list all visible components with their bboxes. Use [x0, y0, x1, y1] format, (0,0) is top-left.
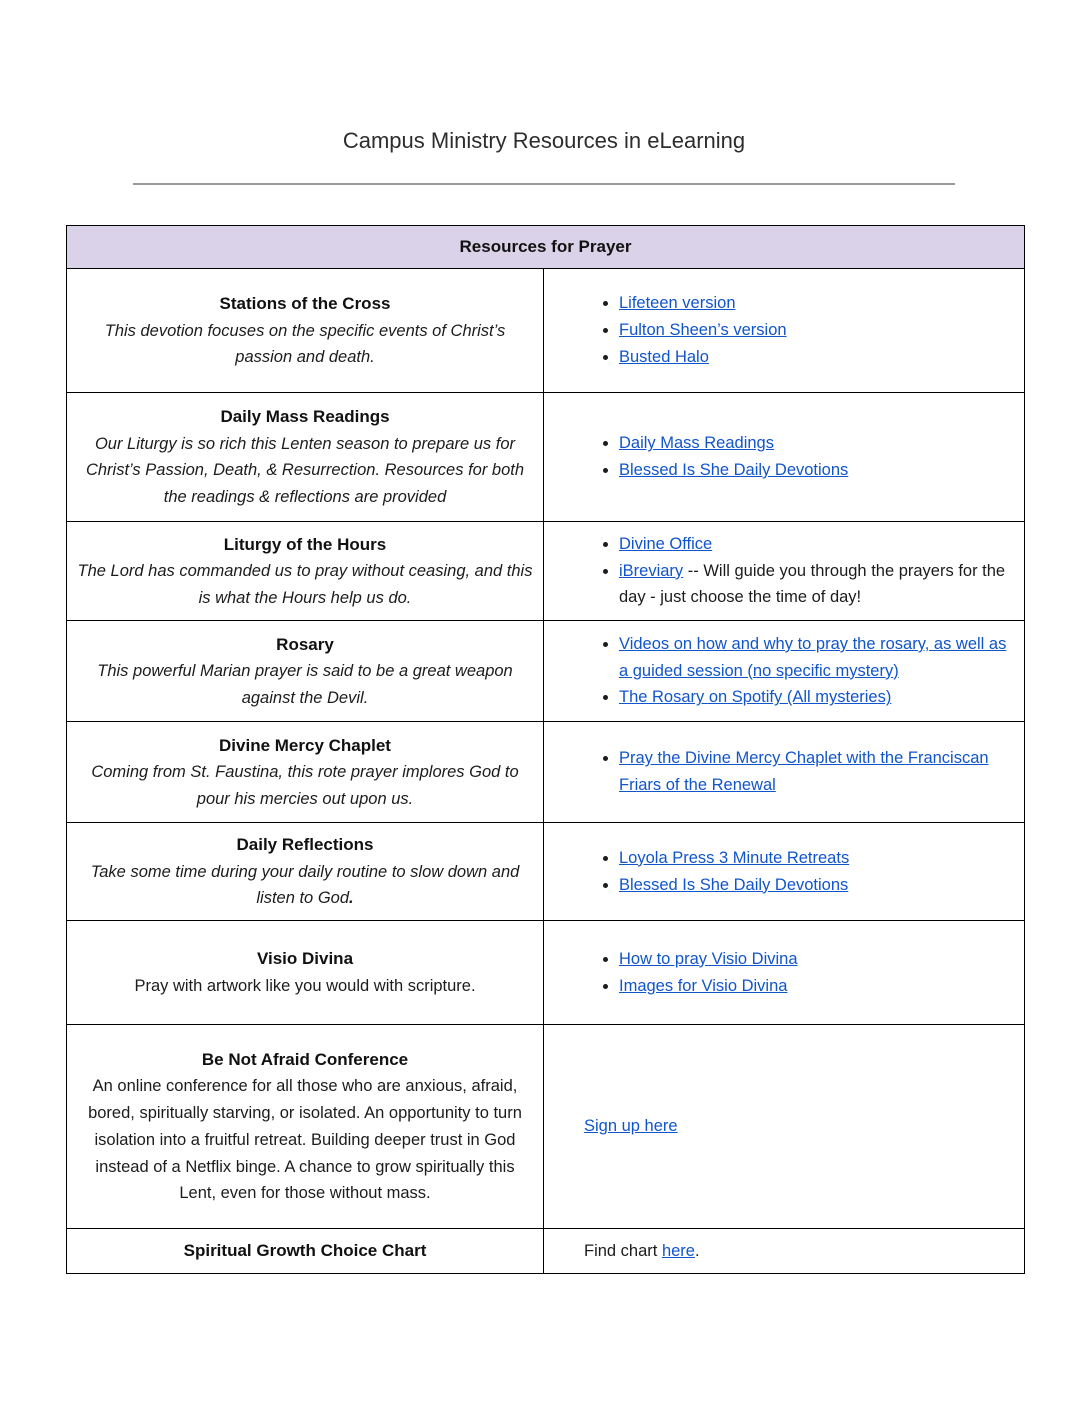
table-row [67, 1025, 1025, 1229]
table-row [67, 393, 1025, 522]
list-item [619, 872, 1014, 899]
list-item [619, 317, 1014, 344]
resource-link[interactable]: The Rosary on Spotify (All mysteries) [619, 688, 892, 707]
list-item [619, 946, 1014, 973]
row-description: Pray with artwork like you would with scripture. [134, 976, 476, 995]
list-item [619, 344, 1014, 371]
row-title: Rosary [276, 634, 334, 654]
table-row [67, 1229, 1025, 1274]
resource-link-list [544, 430, 1014, 483]
resource-link[interactable]: How to pray Visio Divina [619, 949, 798, 968]
resource-link[interactable]: Lifeteen version [619, 294, 736, 313]
row-description: Coming from St. Faustina, this rote prayer implores God to pour his mercies out upon us. [91, 763, 519, 808]
bold-period: . [349, 889, 354, 908]
table-header: Resources for Prayer [67, 226, 1025, 269]
row-title: Visio Divina [256, 949, 354, 969]
resource-link[interactable]: iBreviary [619, 561, 684, 580]
resource-link[interactable]: Busted Halo [619, 347, 709, 366]
find-chart-link[interactable]: here [661, 1241, 695, 1260]
row-title: Daily Reflections [236, 835, 374, 855]
resource-link[interactable]: Fulton Sheen’s version [619, 321, 787, 340]
row-description: The Lord has commanded us to pray without ceasing, and this is what the Hours help us do. [77, 562, 533, 607]
find-chart-text: Find chart [584, 1241, 662, 1260]
page-title: Campus Ministry Resources in eLearning [342, 128, 746, 153]
list-item [619, 631, 1014, 684]
resource-link[interactable]: Blessed Is She Daily Devotions [619, 875, 849, 894]
resource-link[interactable]: Loyola Press 3 Minute Retreats [619, 848, 850, 867]
list-item [619, 973, 1014, 1000]
row-description: This devotion focuses on the specific events of Christ’s passion and death. [104, 321, 506, 367]
table-row [67, 522, 1025, 621]
row-title: Stations of the Cross [219, 294, 391, 314]
resource-link-list [544, 531, 1014, 611]
table-row [67, 823, 1025, 921]
resource-link-list [544, 845, 1014, 898]
resource-link-list [544, 745, 1014, 798]
resource-link[interactable]: Pray the Divine Mercy Chaplet with the Franciscan Friars of the Renewal [619, 749, 989, 794]
resource-link[interactable]: Daily Mass Readings [619, 434, 774, 453]
list-item [619, 684, 1014, 711]
resource-link[interactable]: Divine Office [619, 534, 713, 553]
table-row [67, 921, 1025, 1025]
list-item [619, 457, 1014, 484]
row-title: Liturgy of the Hours [223, 534, 387, 554]
row-title: Be Not Afraid Conference [201, 1049, 409, 1069]
list-item [619, 430, 1014, 457]
title-divider [133, 183, 955, 185]
list-item [619, 845, 1014, 872]
resource-link[interactable]: Images for Visio Divina [619, 976, 788, 995]
row-title: Spiritual Growth Choice Chart [183, 1241, 427, 1261]
list-item [619, 290, 1014, 317]
row-title: Daily Mass Readings [220, 407, 390, 427]
resource-link-list [544, 946, 1014, 999]
row-description: This powerful Marian prayer is said to be a great weapon against the Devil. [97, 662, 513, 707]
table-row [67, 722, 1025, 823]
list-item [619, 745, 1014, 798]
row-description: An online conference for all those who are anxious, afraid, bored, spiritually starving, or isolated. An opportunity to turn isolation into a fruitful retreat. Building deeper trust in God instead of a Netflix binge. A chance to grow spiritually this Lent, even for those without mass. [88, 1077, 522, 1203]
resource-link-list [544, 290, 1014, 370]
link-after-text: -- Will guide you through the prayers for the day - just choose the time of day! [619, 561, 1006, 607]
table-header-row [67, 226, 1025, 269]
resource-link[interactable]: Blessed Is She Daily Devotions [619, 461, 849, 479]
row-description: Our Liturgy is so rich this Lenten season to prepare us for Christ’s Passion, Death, & Resurrection. Resources for both the readings & reflections are provided [85, 434, 525, 507]
row-title: Divine Mercy Chaplet [219, 735, 391, 755]
resource-link[interactable]: Videos on how and why to pray the rosary, as well as a guided session (no specific mystery) [619, 634, 1007, 680]
resource-link-list [544, 631, 1014, 711]
find-chart-period: . [694, 1241, 700, 1260]
row-description: Take some time during your daily routine to slow down and listen to God. [90, 862, 520, 908]
list-item [619, 558, 1014, 611]
resources-table [66, 225, 1025, 1274]
table-row [67, 621, 1025, 722]
table-row [67, 269, 1025, 393]
list-item [619, 531, 1014, 558]
sign-up-link[interactable]: Sign up here [584, 1117, 678, 1136]
